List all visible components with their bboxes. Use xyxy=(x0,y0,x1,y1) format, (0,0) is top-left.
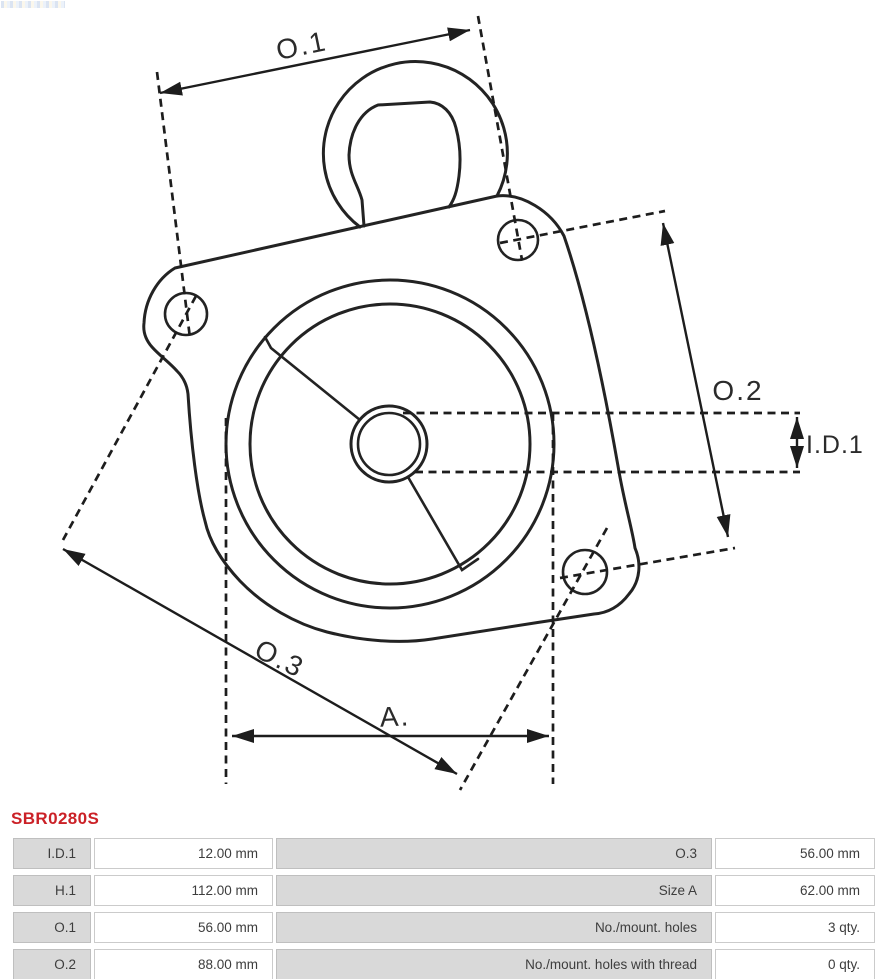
spec-param: Size A xyxy=(276,875,712,906)
spec-value: 88.00 mm xyxy=(94,949,273,979)
spec-value: 12.00 mm xyxy=(94,838,273,869)
spec-value: 62.00 mm xyxy=(715,875,875,906)
spec-value: 3 qty. xyxy=(715,912,875,943)
spec-value: 56.00 mm xyxy=(715,838,875,869)
spec-param: H.1 xyxy=(13,875,91,906)
label-a: A. xyxy=(378,700,411,733)
label-id1: I.D.1 xyxy=(806,431,864,459)
spec-param: I.D.1 xyxy=(13,838,91,869)
label-o1: O.1 xyxy=(273,25,330,66)
spec-param: O.3 xyxy=(276,838,712,869)
spec-value: 0 qty. xyxy=(715,949,875,979)
spec-value: 56.00 mm xyxy=(94,912,273,943)
spec-param: No./mount. holes xyxy=(276,912,712,943)
label-o3: O.3 xyxy=(250,633,310,684)
label-o2: O.2 xyxy=(712,375,764,406)
spec-table xyxy=(13,838,875,979)
product-code: SBR0280S xyxy=(11,809,100,828)
spec-param: O.2 xyxy=(13,949,91,979)
spec-param: No./mount. holes with thread xyxy=(276,949,712,979)
hub-outer-ring xyxy=(351,406,427,482)
spec-value: 112.00 mm xyxy=(94,875,273,906)
spec-param: O.1 xyxy=(13,912,91,943)
ext-o3-left xyxy=(63,296,196,540)
